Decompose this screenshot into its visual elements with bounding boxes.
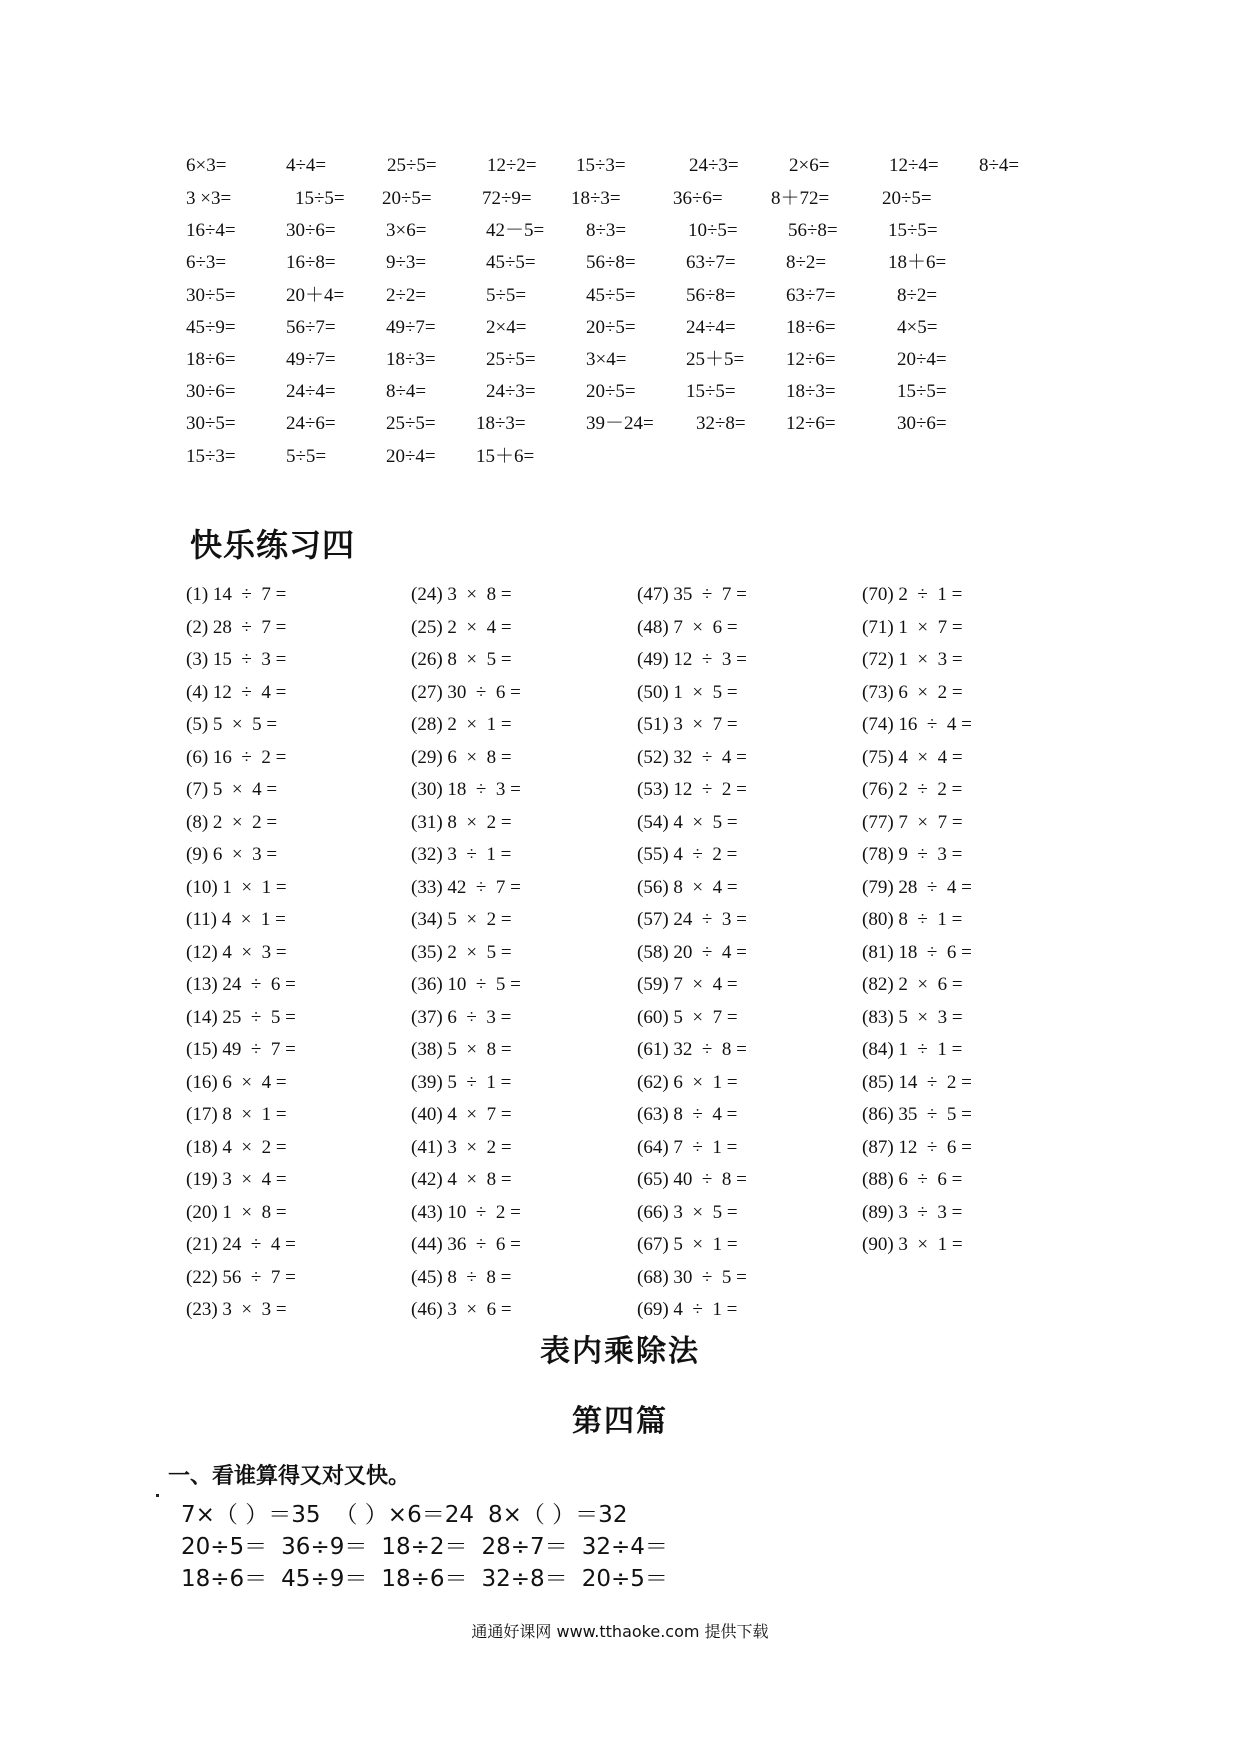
drill-problem: 45÷5= [486,252,536,273]
exercise-item: (13) 24 ÷ 6 = [186,974,296,995]
exercise-item: (55) 4 ÷ 2 = [637,844,738,865]
drill-problem: 20÷5= [882,188,932,209]
drill-problem: 18÷3= [571,188,621,209]
exercise-item: (88) 6 ÷ 6 = [862,1169,963,1190]
drill-problem: 8÷2= [786,252,827,273]
drill-problem: 20÷4= [897,349,947,370]
exercise-item: (81) 18 ÷ 6 = [862,941,972,963]
drill-problem: 42－5= [486,220,545,241]
drill-problem: 24÷6= [286,413,336,434]
exercise-column [186,579,416,1327]
exercise-item: (73) 6 × 2 = [862,681,963,703]
exercise-item: (45) 8 ÷ 8 = [411,1266,512,1288]
quiz-problem: 20÷5＝ [581,1566,668,1592]
drill-problem: 5÷5= [286,446,327,467]
exercise-item: (85) 14 ÷ 2 = [862,1071,972,1093]
drill-problem: 8÷3= [586,220,627,241]
drill-problem: 45÷9= [186,317,236,338]
exercise-item: (48) 7 × 6 = [637,616,738,638]
quiz-problem: 28÷7＝ [481,1534,568,1560]
exercise-item: (60) 5 × 7 = [637,1006,738,1028]
drill-problem: 18＋6= [888,252,947,273]
exercise-item: (74) 16 ÷ 4 = [862,714,972,735]
exercise-item: (89) 3 ÷ 3 = [862,1201,963,1223]
drill-problem: 20÷4= [386,446,436,467]
exercise-item: (4) 12 ÷ 4 = [186,681,287,703]
exercise-item: (42) 4 × 8 = [411,1169,512,1190]
exercise-item: (66) 3 × 5 = [637,1201,738,1223]
quiz-problem: 45÷9＝ [281,1566,368,1592]
drill-problem: 6÷3= [186,252,227,273]
exercise-item: (58) 20 ÷ 4 = [637,941,747,963]
drill-problem: 10÷5= [688,220,738,241]
drill-problem: 39－24= [586,413,654,434]
instruction-text: 一、看谁算得又对又快。 [168,1464,411,1489]
exercise-item: (53) 12 ÷ 2 = [637,779,747,800]
exercise-item: (64) 7 ÷ 1 = [637,1136,738,1158]
exercise-item: (32) 3 ÷ 1 = [411,844,512,865]
exercise-item: (51) 3 × 7 = [637,714,738,735]
exercise-item: (34) 5 × 2 = [411,909,512,930]
quiz-problem: 18÷6＝ [381,1566,468,1592]
quiz-row [181,1564,682,1594]
exercise-item: (63) 8 ÷ 4 = [637,1104,738,1125]
drill-problem: 3 ×3= [186,188,232,209]
exercise-item: (69) 4 ÷ 1 = [637,1299,738,1320]
exercise-column [411,579,641,1327]
exercise-item: (19) 3 × 4 = [186,1169,287,1190]
exercise-item: (67) 5 × 1 = [637,1234,738,1255]
exercise-item: (43) 10 ÷ 2 = [411,1201,521,1223]
drill-problem: 32÷8= [696,413,746,434]
exercise-item: (6) 16 ÷ 2 = [186,746,287,768]
drill-problem: 30÷6= [186,381,236,402]
quiz-problem: 18÷6＝ [181,1566,268,1592]
drill-problem: 2×6= [789,155,830,176]
drill-problem: 45÷5= [586,285,636,306]
drill-problem: 12÷2= [487,155,537,176]
drill-problem: 18÷6= [186,349,236,370]
quiz-problem: 8×（ ）＝32 [487,1502,628,1528]
drill-problem: 2×4= [486,317,527,338]
exercise-item: (44) 36 ÷ 6 = [411,1234,521,1255]
drill-problem: 56÷8= [686,285,736,306]
exercise-item: (71) 1 × 7 = [862,616,963,638]
exercise-item: (57) 24 ÷ 3 = [637,909,747,930]
drill-problem: 36÷6= [673,188,723,209]
exercise-item: (49) 12 ÷ 3 = [637,649,747,670]
exercise-item: (76) 2 ÷ 2 = [862,779,963,800]
exercise-item: (1) 14 ÷ 7 = [186,584,287,605]
exercise-item: (14) 25 ÷ 5 = [186,1006,296,1028]
exercise-item: (25) 2 × 4 = [411,616,512,638]
exercise-item: (65) 40 ÷ 8 = [637,1169,747,1190]
drill-problem: 30÷5= [186,285,236,306]
exercise-item: (26) 8 × 5 = [411,649,512,670]
drill-problem: 15÷5= [295,188,345,209]
drill-problem: 30÷6= [897,413,947,434]
exercise-item: (79) 28 ÷ 4 = [862,876,972,898]
exercise-item: (22) 56 ÷ 7 = [186,1266,296,1288]
exercise-column [637,579,867,1327]
drill-problem: 4×5= [897,317,938,338]
exercise-item: (15) 49 ÷ 7 = [186,1039,296,1060]
drill-problem: 25÷5= [386,413,436,434]
exercise-item: (3) 15 ÷ 3 = [186,649,287,670]
exercise-item: (90) 3 × 1 = [862,1234,963,1255]
drill-problem: 8÷2= [897,285,938,306]
exercise-item: (2) 28 ÷ 7 = [186,616,287,638]
exercise-item: (40) 4 × 7 = [411,1104,512,1125]
drill-problem: 8＋72= [771,188,830,209]
drill-problem: 9÷3= [386,252,427,273]
drill-problem: 15÷3= [576,155,626,176]
drill-problem: 4÷4= [286,155,327,176]
drill-problem: 20＋4= [286,285,345,306]
exercise-item: (20) 1 × 8 = [186,1201,287,1223]
drill-problem: 16÷8= [286,252,336,273]
drill-problem: 25÷5= [387,155,437,176]
exercise-item: (9) 6 × 3 = [186,844,278,865]
drill-problem: 8÷4= [386,381,427,402]
exercise-item: (31) 8 × 2 = [411,811,512,833]
exercise-item: (70) 2 ÷ 1 = [862,584,963,605]
exercise-item: (29) 6 × 8 = [411,746,512,768]
drill-problem: 20÷5= [586,381,636,402]
exercise-item: (39) 5 ÷ 1 = [411,1071,512,1093]
exercise-title: 快乐练习四 [190,526,356,564]
exercise-item: (18) 4 × 2 = [186,1136,287,1158]
quiz-problem: 32÷8＝ [481,1566,568,1592]
section-subheading: 第四篇 [572,1404,668,1439]
drill-problem: 63÷7= [786,285,836,306]
drill-problem: 30÷5= [186,413,236,434]
exercise-item: (10) 1 × 1 = [186,876,287,898]
exercise-item: (87) 12 ÷ 6 = [862,1136,972,1158]
drill-problem: 15÷5= [897,381,947,402]
drill-problem: 6×3= [186,155,227,176]
exercise-item: (61) 32 ÷ 8 = [637,1039,747,1060]
drill-problem: 20÷5= [382,188,432,209]
exercise-item: (30) 18 ÷ 3 = [411,779,521,800]
exercise-item: (82) 2 × 6 = [862,974,963,995]
section-heading: 表内乘除法 [540,1334,700,1369]
drill-problem: 18÷3= [786,381,836,402]
quiz-problem: 36÷9＝ [281,1534,368,1560]
exercise-item: (27) 30 ÷ 6 = [411,681,521,703]
quiz-problem: 7×（ ）＝35 [181,1502,321,1528]
drill-problem: 20÷5= [586,317,636,338]
drill-problem: 15÷5= [686,381,736,402]
quiz-problem: 32÷4＝ [581,1534,668,1560]
exercise-item: (46) 3 × 6 = [411,1299,512,1320]
drill-problem: 18÷3= [386,349,436,370]
exercise-item: (54) 4 × 5 = [637,811,738,833]
exercise-item: (62) 6 × 1 = [637,1071,738,1093]
drill-problem: 8÷4= [979,155,1020,176]
exercise-item: (56) 8 × 4 = [637,876,738,898]
drill-problem: 24÷3= [486,381,536,402]
exercise-item: (17) 8 × 1 = [186,1104,287,1125]
drill-problem: 56÷8= [788,220,838,241]
exercise-item: (7) 5 × 4 = [186,779,278,800]
exercise-item: (5) 5 × 5 = [186,714,278,735]
drill-problem: 3×4= [586,349,627,370]
exercise-item: (84) 1 ÷ 1 = [862,1039,963,1060]
exercise-item: (78) 9 ÷ 3 = [862,844,963,865]
exercise-column [862,579,1092,1262]
drill-problem: 56÷8= [586,252,636,273]
exercise-item: (59) 7 × 4 = [637,974,738,995]
drill-problem: 24÷4= [286,381,336,402]
drill-problem: 24÷3= [689,155,739,176]
quiz-row [181,1532,682,1562]
drill-problem: 24÷4= [686,317,736,338]
exercise-item: (35) 2 × 5 = [411,941,512,963]
exercise-item: (75) 4 × 4 = [862,746,963,768]
exercise-item: (50) 1 × 5 = [637,681,738,703]
drill-problem: 5÷5= [486,285,527,306]
drill-problem: 18÷6= [786,317,836,338]
exercise-item: (23) 3 × 3 = [186,1299,287,1320]
drill-problem: 18÷3= [476,413,526,434]
drill-problem: 49÷7= [386,317,436,338]
exercise-item: (86) 35 ÷ 5 = [862,1104,972,1125]
exercise-item: (77) 7 × 7 = [862,811,963,833]
exercise-item: (72) 1 × 3 = [862,649,963,670]
drill-problem: 16÷4= [186,220,236,241]
drill-problem: 15÷5= [888,220,938,241]
drill-problem: 12÷6= [786,413,836,434]
exercise-item: (80) 8 ÷ 1 = [862,909,963,930]
drill-problem: 49÷7= [286,349,336,370]
exercise-item: (38) 5 × 8 = [411,1039,512,1060]
quiz-problem: 18÷2＝ [381,1534,468,1560]
exercise-item: (24) 3 × 8 = [411,584,512,605]
exercise-item: (21) 24 ÷ 4 = [186,1234,296,1255]
exercise-item: (36) 10 ÷ 5 = [411,974,521,995]
drill-problem: 72÷9= [482,188,532,209]
drill-problem: 3×6= [386,220,427,241]
exercise-item: (37) 6 ÷ 3 = [411,1006,512,1028]
drill-problem: 25＋5= [686,349,745,370]
exercise-item: (28) 2 × 1 = [411,714,512,735]
drill-problem: 30÷6= [286,220,336,241]
quiz-problem: 20÷5＝ [181,1534,268,1560]
footer-credit: 通通好课网 www.tthaoke.com 提供下载 [471,1622,769,1641]
drill-problem: 15÷3= [186,446,236,467]
exercise-item: (11) 4 × 1 = [186,909,286,930]
exercise-item: (33) 42 ÷ 7 = [411,876,521,898]
margin-dot [156,1494,159,1497]
exercise-item: (47) 35 ÷ 7 = [637,584,747,605]
drill-problem: 25÷5= [486,349,536,370]
drill-problem: 12÷4= [889,155,939,176]
exercise-item: (52) 32 ÷ 4 = [637,746,747,768]
quiz-problem: （ ）×6＝24 [334,1502,474,1528]
drill-problem: 12÷6= [786,349,836,370]
exercise-item: (68) 30 ÷ 5 = [637,1266,747,1288]
exercise-item: (83) 5 × 3 = [862,1006,963,1028]
exercise-item: (8) 2 × 2 = [186,811,278,833]
quiz-row [181,1500,641,1530]
drill-problem: 15＋6= [476,446,535,467]
exercise-item: (12) 4 × 3 = [186,941,287,963]
drill-grid [0,0,1240,480]
drill-problem: 63÷7= [686,252,736,273]
drill-problem: 56÷7= [286,317,336,338]
exercise-item: (16) 6 × 4 = [186,1071,287,1093]
exercise-item: (41) 3 × 2 = [411,1136,512,1158]
drill-problem: 2÷2= [386,285,427,306]
